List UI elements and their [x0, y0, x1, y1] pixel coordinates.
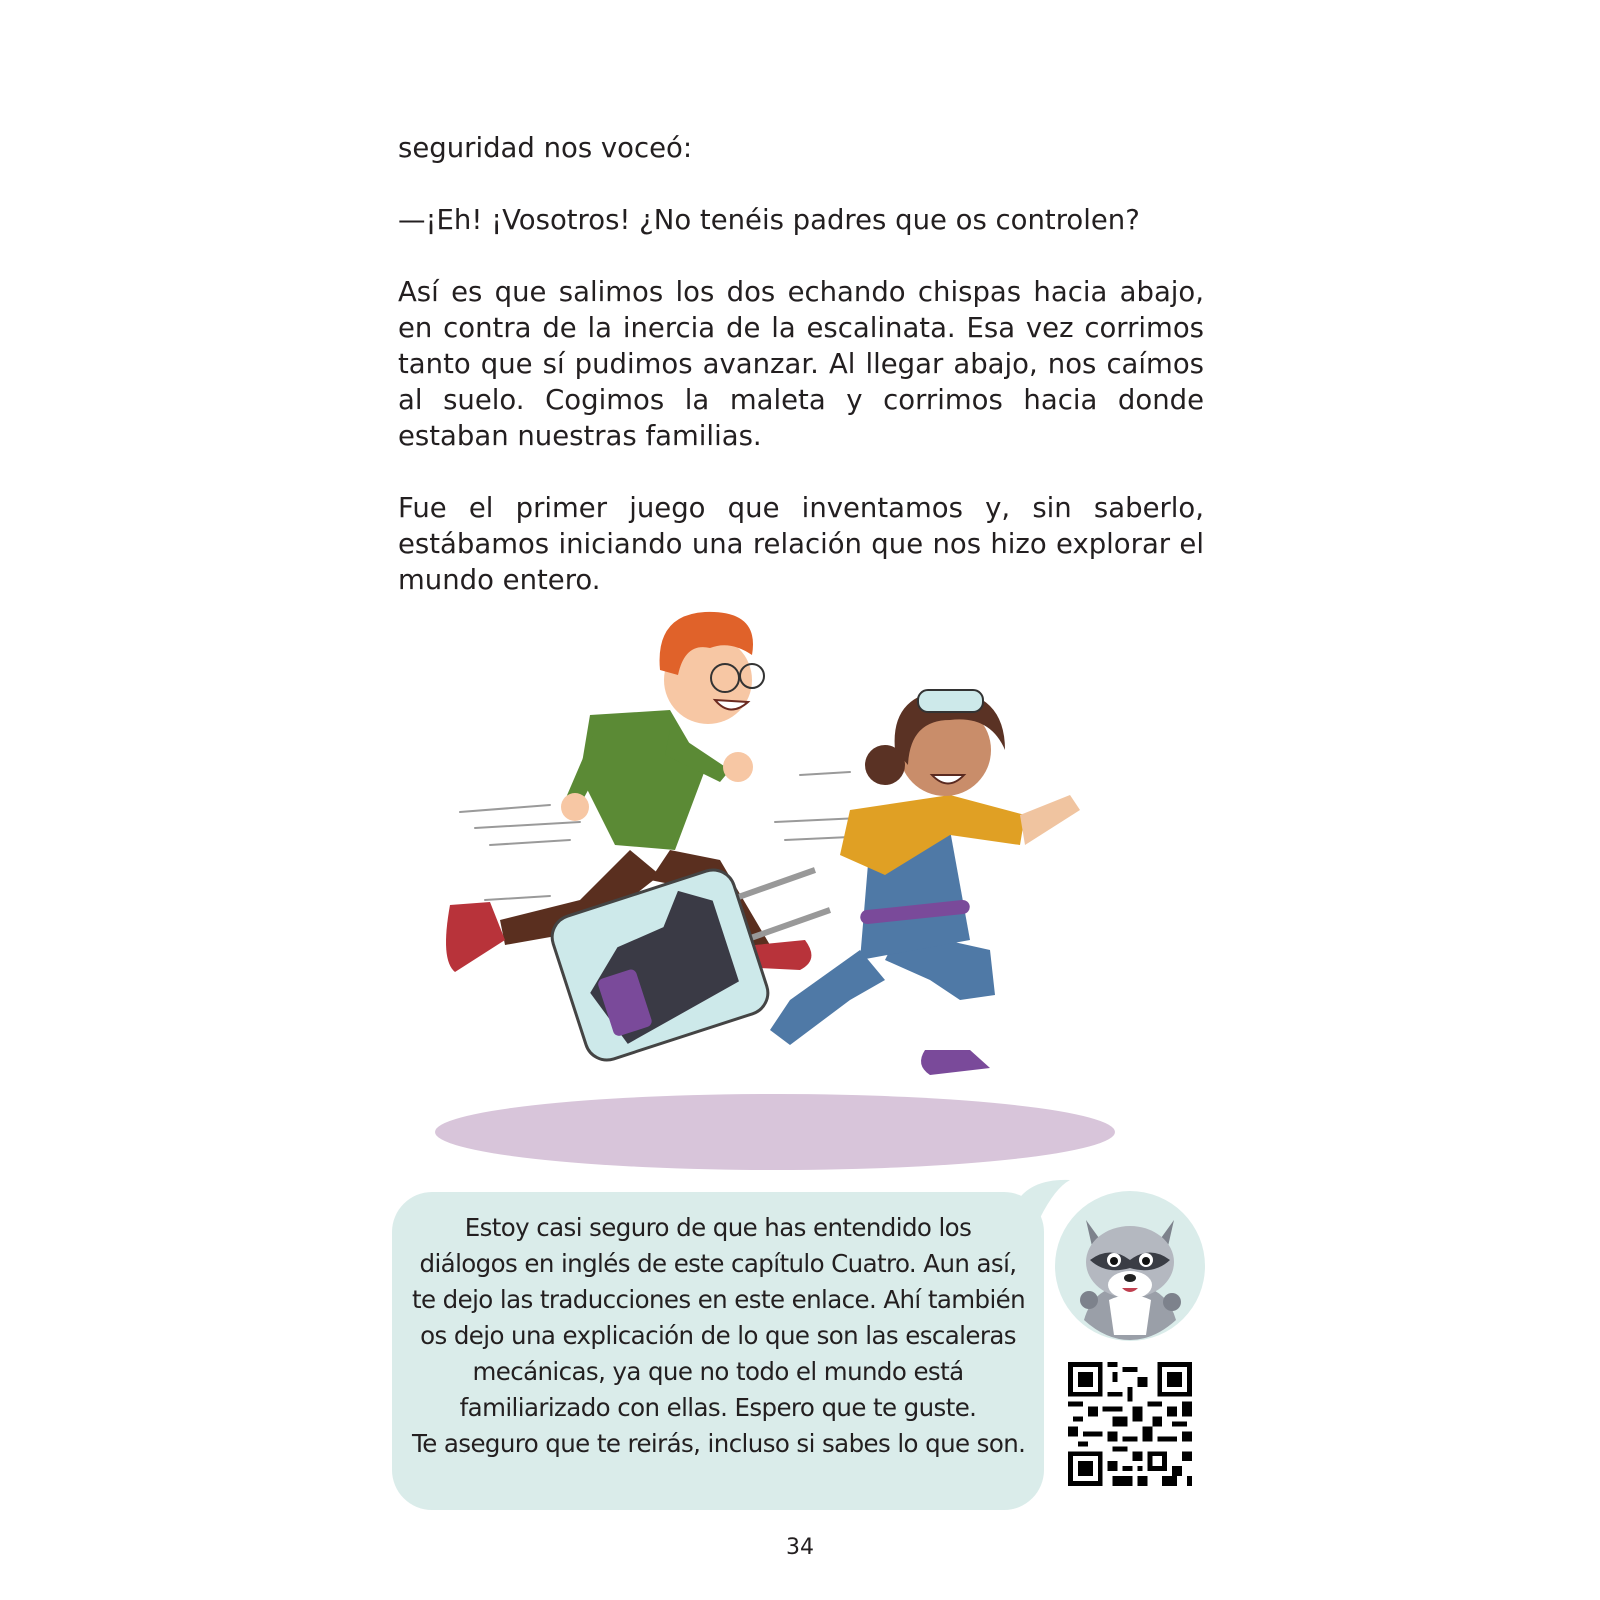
paragraph: Así es que salimos los dos echando chispas hacia abajo, en contra de la inercia de la escalinata. Esa vez corrimos tanto que sí pudimos avanzar. Al llegar abajo, nos caímos al suelo. Cogimos la maleta y corrimos hacia donde estaban nuestras familias.: [398, 276, 1204, 452]
note-line: Te aseguro que te reirás, incluso si sabes lo que son.: [412, 1429, 1026, 1458]
girl-arm: [1020, 795, 1080, 845]
suitcase-handle-1: [730, 870, 815, 900]
boy-front-shoe: [755, 940, 811, 970]
note-line: Estoy casi seguro de que has entendido los: [464, 1213, 972, 1242]
body-text: [398, 130, 1204, 634]
note-line: te dejo las traducciones en este enlace. Ahí también: [412, 1285, 1026, 1314]
note-line: familiarizado con ellas. Espero que te guste.: [459, 1393, 977, 1422]
raccoon-mascot-icon: [1054, 1190, 1206, 1342]
paragraph: seguridad nos voceó:: [398, 132, 693, 164]
boy-fist-front: [723, 752, 753, 782]
boy-back-shoe: [446, 902, 505, 972]
ground-shadow: [435, 1094, 1115, 1170]
paragraph: —¡Eh! ¡Vosotros! ¿No tenéis padres que os controlen?: [398, 204, 1140, 236]
girl-shoe: [921, 1050, 990, 1075]
paragraph: Fue el primer juego que inventamos y, sin saberlo, estábamos iniciando una relación que nos hizo explorar el mundo entero.: [398, 492, 1204, 596]
note-line: mecánicas, ya que no todo el mundo está: [472, 1357, 964, 1386]
page-number: 34: [786, 1535, 814, 1560]
note-line: os dejo una explicación de lo que son las escaleras: [420, 1321, 1016, 1350]
boy-fist-back: [561, 793, 589, 821]
girl-goggles: [918, 690, 983, 712]
note-line: diálogos en inglés de este capítulo Cuatro. Aun así,: [419, 1249, 1017, 1278]
speech-bubble: [392, 1192, 1044, 1510]
running-children-illustration: [430, 600, 1130, 1170]
qr-code-icon[interactable]: [1068, 1362, 1192, 1486]
boy-sweater: [580, 710, 705, 850]
girl-hair-bun: [865, 745, 905, 785]
